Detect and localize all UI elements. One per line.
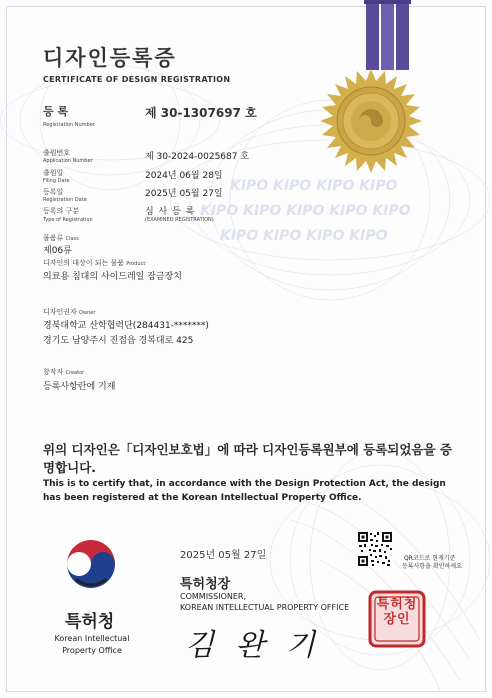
creator-value: 등록사항란에 기재 [43, 382, 116, 392]
red-seal-text: 특허청장인 [376, 597, 418, 627]
application-number: 제 30-2024-0025687 호 [145, 152, 250, 162]
reg-type-label: 등록의 구분 [43, 207, 80, 215]
application-label: 출원번호 [43, 149, 71, 157]
watermark-kipo: KIPO KIPO KIPO KIPO [220, 228, 388, 244]
product-value: 의료용 침대의 사이드레일 잠금장치 [43, 272, 182, 282]
qr-code-icon[interactable] [357, 531, 393, 567]
certificate-subtitle: CERTIFICATE OF DESIGN REGISTRATION [43, 75, 231, 84]
ribbon-top [364, 0, 411, 4]
owner-label: 디자인권자 Owner [43, 308, 96, 316]
product-label: 디자인의 대상이 되는 물품 Product [43, 259, 146, 267]
reg-date-label: 등록일 [43, 188, 64, 196]
reg-date: 2025년 05월 27일 [145, 189, 223, 199]
reg-type-label-en: Type of Registration [43, 217, 93, 223]
kipo-name-en-1: Korean Intellectual [54, 634, 130, 643]
registration-number: 제 30-1307697 호 [145, 106, 257, 120]
certification-statement-ko: 위의 디자인은「디자인보호법」에 따라 디자인등록원부에 등록되었음을 증명합니다. [43, 442, 453, 475]
kipo-logo-icon [63, 540, 119, 596]
registration-label-en: Registration Number [43, 122, 95, 128]
commissioner-title-en-1: COMMISSIONER, [180, 592, 246, 601]
filing-label: 출원일 [43, 169, 64, 177]
creator-label: 창작자 Creator [43, 368, 85, 376]
reg-type: 심 사 등 록 [145, 207, 196, 217]
certificate-title: 디자인등록증 [43, 46, 177, 70]
qr-caption-2: 등록사항을 확인하세요 [402, 563, 462, 570]
ribbon-mid [381, 0, 394, 70]
certification-statement-en: This is to certify that, in accordance with the Design Protection Act, the design has been registered at the Korean Intellectual Property Office. [43, 479, 446, 503]
watermark-kipo: KIPO KIPO KIPO KIPO KIPO [200, 203, 411, 219]
application-label-en: Application Number [43, 158, 93, 164]
owner-name: 경북대학교 산학협력단(284431-*******) [43, 321, 209, 331]
kipo-name-ko: 특허청 [65, 612, 115, 632]
ribbon-right [396, 0, 409, 70]
reg-type-en: (EXAMINED REGISTRATION) [145, 217, 214, 223]
kipo-name-en-2: Property Office [62, 646, 122, 655]
class-label: 물품류 Class [43, 234, 79, 242]
filing-label-en: Filing Date [43, 178, 70, 184]
commissioner-title-ko: 특허청장 [180, 577, 231, 592]
filing-date: 2024년 06월 28일 [145, 171, 223, 181]
owner-address: 경기도 남양주시 진접읍 경복대로 425 [43, 336, 194, 346]
registration-label: 등 록 [43, 105, 69, 118]
commissioner-signature: 김 완 기 [185, 628, 322, 663]
ribbon-left [366, 0, 379, 70]
class-value: 제06류 [43, 246, 72, 256]
commissioner-title-en-2: KOREAN INTELLECTUAL PROPERTY OFFICE [180, 603, 350, 612]
gold-seal-icon [318, 68, 424, 174]
qr-caption-1: QR코드로 현재기준 [404, 555, 456, 562]
issue-date: 2025년 05월 27일 [180, 550, 267, 561]
reg-date-label-en: Registration Date [43, 197, 87, 203]
watermark-kipo: KIPO KIPO KIPO KIPO [230, 178, 398, 194]
